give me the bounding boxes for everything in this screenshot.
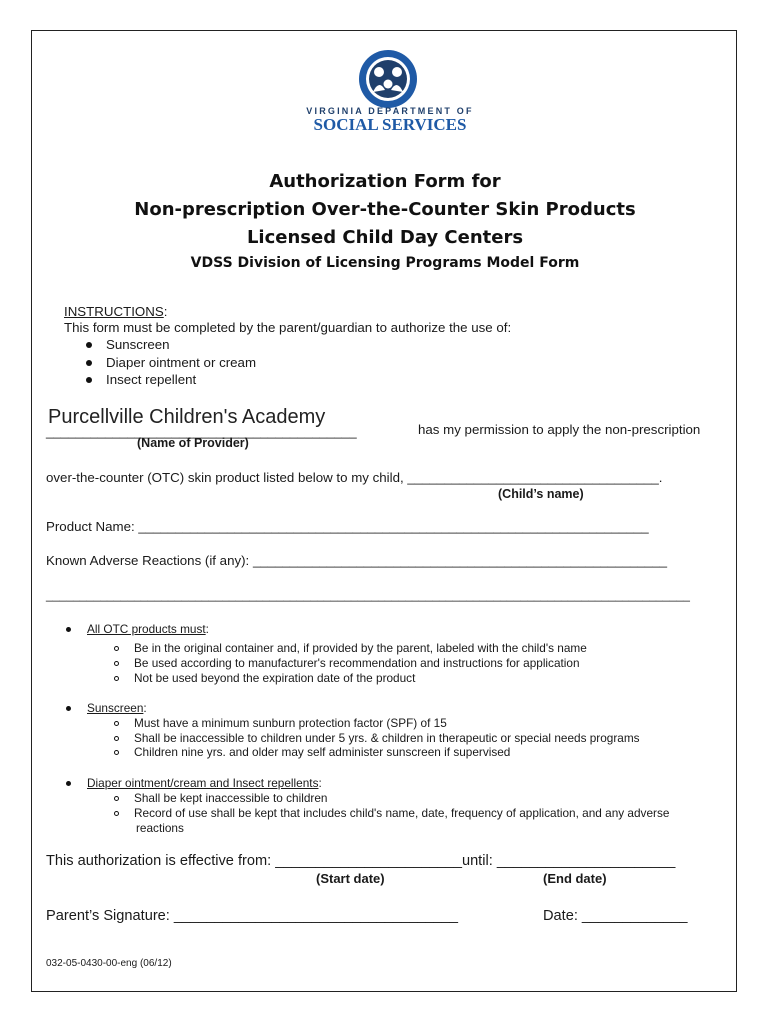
- instruction-item: Sunscreen: [86, 337, 170, 352]
- form-subtitle: VDSS Division of Licensing Programs Model Form: [190, 255, 580, 271]
- provider-label: (Name of Provider): [137, 436, 249, 450]
- rule-item: Shall be inaccessible to children under 5 yrs. & children in therapeutic or special needs programs: [114, 731, 640, 745]
- family-emblem-icon: [355, 46, 421, 112]
- vdss-logo: [355, 46, 421, 112]
- rule-group-sunscreen: Sunscreen:: [66, 701, 147, 715]
- child-label: (Child’s name): [498, 487, 584, 501]
- instruction-item: Diaper ointment or cream: [86, 355, 256, 370]
- adverse-reactions-field[interactable]: Known Adverse Reactions (if any): ________________________________________________________: [46, 553, 668, 568]
- agency-line2: SOCIAL SERVICES: [313, 115, 467, 134]
- form-title-line3: Licensed Child Day Centers: [246, 227, 524, 248]
- form-title-line2: Non-prescription Over-the-Counter Skin Products: [134, 199, 636, 220]
- start-date-label: (Start date): [316, 871, 385, 886]
- permission-text: has my permission to apply the non-prescription: [418, 422, 701, 437]
- rule-item: Children nine yrs. and older may self administer sunscreen if supervised: [114, 745, 510, 759]
- rule-item: Be used according to manufacturer's recommendation and instructions for application: [114, 656, 580, 670]
- rule-item: Must have a minimum sunburn protection factor (SPF) of 15: [114, 716, 447, 730]
- instructions-heading: INSTRUCTIONS:: [64, 304, 168, 319]
- instructions-text: This form must be completed by the parent/guardian to authorize the use of:: [64, 320, 512, 335]
- adverse-reactions-line2[interactable]: _______________________________________________________________________________________________: [46, 588, 690, 602]
- rule-group-diaper: Diaper ointment/cream and Insect repellents:: [66, 776, 322, 790]
- rule-item: Record of use shall be kept that includes child's name, date, frequency of application, and any adverse: [114, 806, 669, 820]
- parent-signature-field[interactable]: Parent’s Signature: ___________________________________: [46, 908, 458, 924]
- agency-name: [280, 106, 500, 135]
- rule-item-continued: reactions: [136, 821, 184, 835]
- provider-name-field[interactable]: Purcellville Children's Academy: [48, 406, 326, 428]
- form-title-line1: Authorization Form for: [269, 171, 501, 192]
- form-code: 032-05-0430-00-eng (06/12): [46, 958, 172, 969]
- signature-date-field[interactable]: Date: _____________: [543, 908, 688, 924]
- end-date-label: (End date): [543, 871, 607, 886]
- child-name-field[interactable]: over-the-counter (OTC) skin product listed below to my child, __________________________________.: [46, 470, 663, 485]
- product-name-field[interactable]: Product Name: _____________________________________________________________________: [46, 519, 649, 534]
- instruction-item: Insect repellent: [86, 372, 196, 387]
- rule-item: Not be used beyond the expiration date of the product: [114, 671, 415, 685]
- rule-group-otc: All OTC products must:: [66, 622, 209, 636]
- provider-line: __________________________________________: [46, 424, 357, 439]
- effective-dates-field[interactable]: This authorization is effective from: _______________________until: ______________________: [46, 853, 676, 869]
- rule-item: Be in the original container and, if provided by the parent, labeled with the child's name: [114, 641, 587, 655]
- agency-line1: VIRGINIA DEPARTMENT OF: [306, 106, 474, 116]
- rule-item: Shall be kept inaccessible to children: [114, 791, 327, 805]
